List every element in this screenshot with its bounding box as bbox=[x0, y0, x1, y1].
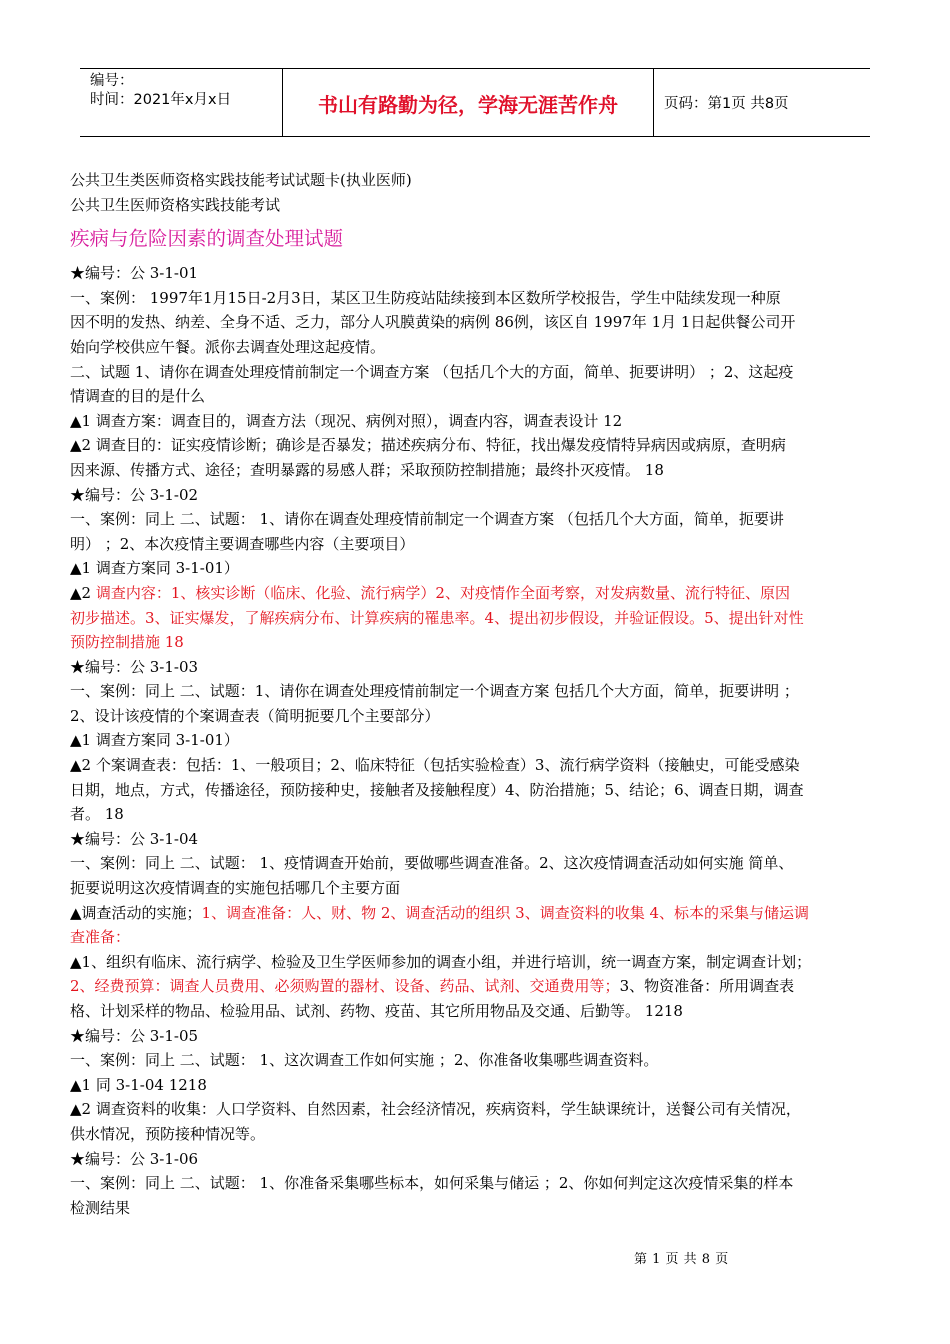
question-number: ★编号：公 3-1-01 bbox=[70, 264, 199, 283]
body-line: 因不明的发热、纳差、全身不适、乏力，部分人巩膜黄染的病例 86例，该区自 1997年 1月 1日起供餐公司开 bbox=[70, 313, 796, 332]
question-number: ★编号：公 3-1-06 bbox=[70, 1149, 199, 1168]
document-title: 疾病与危险因素的调查处理试题 bbox=[70, 227, 344, 251]
answer-line: 供水情况，预防接种情况等。 bbox=[70, 1124, 266, 1143]
body-line: 明） ；2、本次疫情主要调查哪些内容（主要项目） bbox=[70, 534, 415, 553]
answer-line bbox=[70, 974, 890, 999]
highlighted-answer: 1、调查准备：人、财、物 2、调查活动的组织 3、调查资料的收集 4、标本的采集与储运调 bbox=[201, 903, 810, 922]
answer-text: 3、物资准备：所用调查表 bbox=[619, 977, 795, 996]
answer-line: ▲2 调查资料的收集：人口学资料、自然因素，社会经济情况，疾病资料，学生缺课统计，送餐公司有关情况， bbox=[70, 1100, 801, 1119]
question-number: ★编号：公 3-1-03 bbox=[70, 657, 199, 676]
body-line: 一、案例：同上 二、试题： 1、疫情调查开始前，要做哪些调查准备。2、这次疫情调查活动如何实施 简单、 bbox=[70, 854, 794, 873]
answer-marker: ▲调查活动的实施； bbox=[70, 903, 202, 922]
highlighted-answer: 初步描述。3、证实爆发，了解疾病分布、计算疾病的罹患率。4、提出初步假设，并验证假设。5、提出针对性 bbox=[70, 608, 804, 627]
body-line: 一、案例：同上 二、试题： 1、这次调查工作如何实施 ；2、你准备收集哪些调查资料。 bbox=[70, 1051, 659, 1070]
highlighted-answer: 查准备： bbox=[70, 928, 131, 947]
body-line: 检测结果 bbox=[70, 1198, 131, 1217]
document-body bbox=[70, 168, 890, 1220]
answer-line: ▲1 调查方案：调查目的，调查方法（现况、病例对照），调查内容，调查表设计 12 bbox=[70, 411, 623, 430]
intro-line: 公共卫生类医师资格实践技能考试试题卡(执业医师) bbox=[70, 171, 412, 189]
header-time-label: 时间：2021年x月x日 bbox=[90, 92, 232, 108]
header-motto: 书山有路勤为径，学海无涯苦作舟 bbox=[282, 69, 654, 136]
body-line: 一、案例：同上 二、试题： 1、请你在调查处理疫情前制定一个调查方案 （包括几个大方面，简单，扼要讲 bbox=[70, 510, 784, 529]
header-number-label: 编号： bbox=[90, 73, 134, 89]
answer-line bbox=[70, 901, 890, 926]
answer-marker: ▲2 bbox=[70, 583, 96, 602]
answer-line: ▲1、组织有临床、流行病学、检验及卫生学医师参加的调查小组，并进行培训，统一调查方案，制定调查计划； bbox=[70, 952, 812, 971]
answer-line: ▲2 调查目的：证实疫情诊断；确诊是否暴发；描述疾病分布、特征，找出爆发疫情特异病因或病原，查明病 bbox=[70, 436, 786, 455]
document-header bbox=[80, 68, 870, 137]
question-number: ★编号：公 3-1-02 bbox=[70, 485, 199, 504]
answer-line: 格、计划采样的物品、检验用品、试剂、药物、疫苗、其它所用物品及交通、后勤等。 1218 bbox=[70, 1002, 683, 1020]
answer-line: ▲1 调查方案同 3-1-01） bbox=[70, 731, 239, 750]
intro-line: 公共卫生医师资格实践技能考试 bbox=[70, 195, 281, 214]
body-line: 始向学校供应午餐。派你去调查处理这起疫情。 bbox=[70, 337, 386, 356]
body-line: 2、设计该疫情的个案调查表（简明扼要几个主要部分） bbox=[70, 706, 440, 725]
body-line: 二、试题 1、请你在调查处理疫情前制定一个调查方案 （包括几个大的方面，简单、扼要讲明） ；2、这起疫 bbox=[70, 362, 794, 381]
header-meta bbox=[80, 69, 282, 136]
highlighted-answer: 调查内容：1、核实诊断（临床、化验、流行病学）2、对疫情作全面考察，对发病数量、流行特征、原因 bbox=[95, 583, 790, 602]
answer-line: ▲1 调查方案同 3-1-01） bbox=[70, 559, 239, 578]
answer-line: 者。 18 bbox=[70, 805, 124, 824]
highlighted-answer: 2、经费预算：调查人员费用、必须购置的器材、设备、药品、试剂、交通费用等； bbox=[70, 977, 620, 996]
answer-line bbox=[70, 581, 890, 606]
answer-line: ▲1 同 3-1-04 1218 bbox=[70, 1075, 207, 1094]
question-number: ★编号：公 3-1-04 bbox=[70, 829, 199, 848]
answer-line: 因来源、传播方式、途径；查明暴露的易感人群；采取预防控制措施；最终扑灭疫情。 18 bbox=[70, 460, 664, 479]
body-line: 扼要说明这次疫情调查的实施包括哪几个主要方面 bbox=[70, 879, 401, 898]
body-line: 一、案例： 1997年1月15日-2月3日，某区卫生防疫站陆续接到本区数所学校报告，学生中陆续发现一种原 bbox=[70, 288, 781, 307]
body-line: 一、案例：同上 二、试题： 1、你准备采集哪些标本，如何采集与储运 ；2、你如何判定这次疫情采集的样本 bbox=[70, 1174, 794, 1193]
answer-line: 日期，地点，方式，传播途径，预防接种史，接触者及接触程度）4、防治措施；5、结论；6、调查日期，调查 bbox=[70, 780, 804, 799]
page-footer: 第 1 页 共 8 页 bbox=[634, 1252, 729, 1267]
body-line: 一、案例：同上 二、试题：1、请你在调查处理疫情前制定一个调查方案 包括几个大方面，简单，扼要讲明 ； bbox=[70, 682, 799, 701]
header-page-info: 页码：第1页 共8页 bbox=[664, 96, 789, 112]
body-line: 情调查的目的是什么 bbox=[70, 387, 206, 406]
highlighted-answer: 预防控制措施 18 bbox=[70, 633, 184, 652]
question-number: ★编号：公 3-1-05 bbox=[70, 1026, 199, 1045]
answer-line: ▲2 个案调查表：包括：1、一般项目；2、临床特征（包括实验检查）3、流行病学资料（接触史，可能受感染 bbox=[70, 756, 800, 775]
